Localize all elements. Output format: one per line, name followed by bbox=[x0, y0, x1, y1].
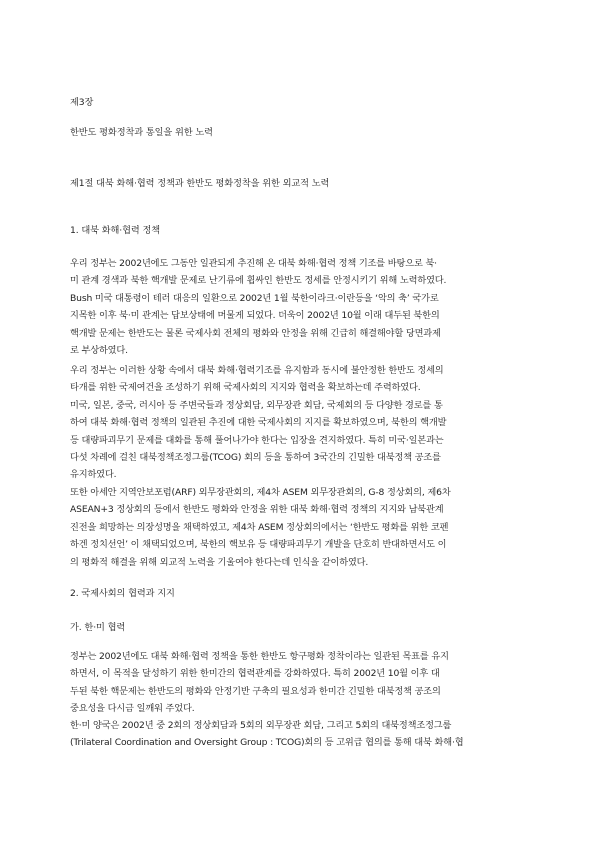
paragraph-line: 의 평화적 해결을 위해 외교적 노력을 기울여야 한다는데 인식을 같이하였다. bbox=[70, 556, 369, 568]
paragraph-line: 또한 아세안 지역안보포럼(ARF) 외무장관회의, 제4차 ASEM 외무장관회의, G-8 정상회의, 제6차 bbox=[70, 487, 451, 498]
paragraph-line: 한·미 양국은 2002년 중 2회의 정상회담과 5회의 외무장관 회담, 그리고 5회의 대북정책조정그룹 bbox=[70, 720, 452, 731]
paragraph-1 bbox=[70, 255, 528, 359]
paragraph-line: 진전을 희망하는 의장성명을 채택하였고, 제4차 ASEM 정상회의에서는 ‘한반도 평화를 위한 코펜 bbox=[70, 521, 449, 533]
paragraph-line: 타개를 위한 국제여건을 조성하기 위해 국제사회의 지지와 협력을 확보하는데 주력하였다. bbox=[70, 382, 421, 394]
paragraph-3 bbox=[70, 484, 528, 571]
subsection-heading-2: 2. 국제사회의 협력과 지지 bbox=[70, 588, 175, 599]
paragraph-line: 핵개발 문제는 한반도는 물론 국제사회 전체의 평화와 안정을 위해 긴급히 해결해야할 당면과제 bbox=[70, 327, 441, 339]
paragraph-line: 우리 정부는 2002년에도 그동안 일관되게 추진해 온 대북 화해·협력 정책 기조를 바탕으로 북· bbox=[70, 258, 437, 269]
paragraph-line: 하여 대북 화해·협력 정책의 일관된 추진에 대한 국제사회의 지지를 확보하였으며, 북한의 핵개발 bbox=[70, 417, 447, 429]
paragraph-line: 정부는 2002년에도 대북 화해·협력 정책을 통한 한반도 항구평화 정착이라는 일관된 목표를 유지 bbox=[70, 651, 449, 662]
paragraph-line: 등 대량파괴무기 문제를 대화를 통해 풀어나가야 한다는 입장을 견지하였다. 특히 미국·일본과는 bbox=[70, 434, 444, 446]
section-title: 제1절 대북 화해·협력 정책과 한반도 평화정착을 위한 외교적 노력 bbox=[70, 178, 330, 189]
subsection-heading-1: 1. 대북 화해·협력 정책 bbox=[70, 225, 161, 236]
paragraph-line: 미 관계 경색과 북한 핵개발 문제로 난기류에 휩싸인 한반도 정세를 안정시키기 위해 노력하였다. bbox=[70, 275, 447, 287]
chapter-number: 제3장 bbox=[70, 97, 94, 108]
paragraph-4 bbox=[70, 648, 528, 718]
paragraph-line: 다섯 차례에 걸친 대북정책조정그룹(TCOG) 회의 등을 통하여 3국간의 긴밀한 대북정책 공조를 bbox=[70, 452, 441, 464]
paragraph-line: ASEAN+3 정상회의 등에서 한반도 평화와 안정을 위한 대북 화해·협력 정책의 지지와 남북관계 bbox=[70, 504, 444, 516]
paragraph-line: 유지하였다. bbox=[70, 469, 117, 481]
paragraph-line: 로 부상하였다. bbox=[70, 345, 128, 357]
paragraph-line: 중요성을 다시금 일깨워 주었다. bbox=[70, 703, 195, 715]
paragraph-line: 두된 북한 핵문제는 한반도의 평화와 안정기반 구축의 필요성과 한미간 긴밀한 대북정책 공조의 bbox=[70, 685, 441, 697]
paragraph-2 bbox=[70, 362, 528, 484]
paragraph-line: 하겐 정치선언’ 이 채택되었으며, 북한의 핵보유 등 대량파괴무기 개발을 단호히 반대하면서도 이 bbox=[70, 539, 447, 551]
paragraph-line: 지목한 이후 북·미 관계는 답보상태에 머물게 되었다. 더욱이 2002년 10월 이래 대두된 북한의 bbox=[70, 310, 440, 322]
subsection-heading-2a: 가. 한·미 협력 bbox=[70, 622, 126, 633]
paragraph-line: 미국, 일본, 중국, 러시아 등 주변국들과 정상회담, 외무장관 회담, 국제회의 등 다양한 경로를 통 bbox=[70, 399, 443, 411]
paragraph-line: 하면서, 이 목적을 달성하기 위한 한미간의 협력관계를 강화하였다. 특히 2002년 10월 이후 대 bbox=[70, 668, 440, 680]
paragraph-5 bbox=[70, 717, 528, 752]
paragraph-line: Bush 미국 대통령이 테러 대응의 일환으로 2002년 1월 북한이라크·이란등을 ‘악의 축’ 국가로 bbox=[70, 292, 439, 304]
chapter-title: 한반도 평화정착과 통일을 위한 노력 bbox=[70, 127, 213, 138]
paragraph-line: (Trilateral Coordination and Oversight Group : TCOG)회의 등 고위급 협의를 통해 대북 화해·협 bbox=[70, 737, 464, 749]
paragraph-line: 우리 정부는 이러한 상황 속에서 대북 화해·협력기조를 유지함과 동시에 불안정한 한반도 정세의 bbox=[70, 365, 444, 376]
